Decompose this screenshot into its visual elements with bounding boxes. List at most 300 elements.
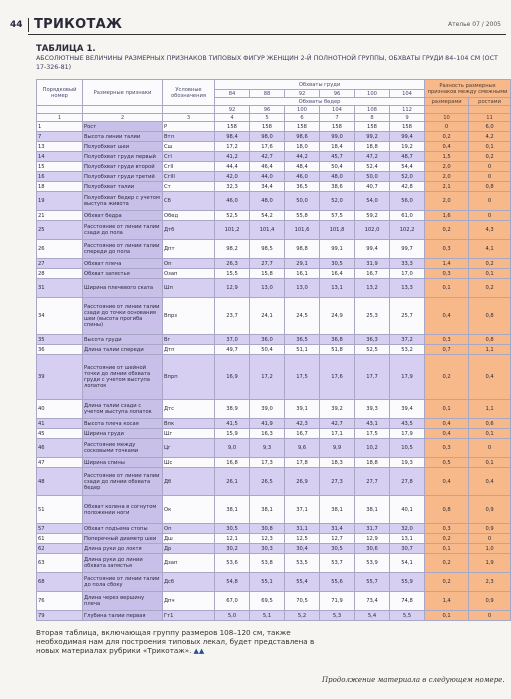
- row-size-diff: 0,2: [425, 132, 469, 142]
- row-value: 31,9: [355, 259, 390, 269]
- table-row: [37, 192, 511, 211]
- magazine-name: Ателье 07 / 2005: [447, 21, 501, 28]
- col-header-heights: ростами: [469, 98, 511, 106]
- row-size-diff: 0,2: [425, 554, 469, 573]
- row-value: 67,0: [215, 592, 250, 611]
- row-code: Дш: [163, 534, 215, 544]
- row-size-diff: 0,3: [425, 524, 469, 534]
- row-value: 101,4: [250, 221, 285, 240]
- row-size-diff: 2,0: [425, 162, 469, 172]
- row-value: 32,3: [215, 182, 250, 192]
- row-value: 54,4: [390, 162, 425, 172]
- row-value: 13,1: [320, 279, 355, 298]
- column-index: 1: [37, 114, 83, 122]
- chest-value: 92: [285, 90, 320, 98]
- row-value: 24,9: [320, 298, 355, 335]
- row-value: 44,0: [250, 172, 285, 182]
- row-number: 26: [37, 240, 83, 259]
- col-header-feature: Размерные признаки: [83, 80, 163, 106]
- row-value: 13,1: [390, 534, 425, 544]
- row-value: 98,6: [285, 132, 320, 142]
- row-value: 36,0: [250, 335, 285, 345]
- end-mark-icon: ▲▲: [193, 647, 205, 655]
- table-row: [37, 592, 511, 611]
- row-feature: Длина руки до линии обхвата запястья: [83, 554, 163, 573]
- row-value: 29,1: [285, 259, 320, 269]
- row-value: 9,6: [285, 439, 320, 458]
- row-code: Шп: [163, 279, 215, 298]
- row-value: 50,0: [285, 192, 320, 211]
- table-row: [37, 524, 511, 534]
- row-number: 1: [37, 122, 83, 132]
- row-value: 70,5: [285, 592, 320, 611]
- row-value: 39,0: [250, 400, 285, 419]
- row-feature: Рост: [83, 122, 163, 132]
- row-value: 53,2: [390, 345, 425, 355]
- row-value: 98,0: [250, 132, 285, 142]
- row-feature: Ширина груди: [83, 429, 163, 439]
- row-size-diff: 0,4: [425, 468, 469, 496]
- row-value: 9,0: [215, 439, 250, 458]
- row-feature: Длина через вершину плеча: [83, 592, 163, 611]
- row-size-diff: 0,3: [425, 240, 469, 259]
- row-code: СгIII: [163, 172, 215, 182]
- row-value: 98,2: [215, 240, 250, 259]
- row-value: 53,6: [215, 554, 250, 573]
- row-value: 36,5: [285, 182, 320, 192]
- row-height-diff: 0,6: [469, 419, 511, 429]
- row-code: СгI: [163, 152, 215, 162]
- row-value: 40,1: [390, 496, 425, 524]
- row-code: Гт1: [163, 611, 215, 621]
- row-number: 76: [37, 592, 83, 611]
- row-value: 158: [355, 122, 390, 132]
- row-value: 158: [390, 122, 425, 132]
- row-value: 99,0: [320, 132, 355, 142]
- hip-value: 92: [215, 106, 250, 114]
- row-value: 16,3: [250, 429, 285, 439]
- row-value: 43,5: [390, 419, 425, 429]
- col-header-difference: Разность размерных признаков между смежными: [425, 80, 511, 98]
- row-value: 33,3: [390, 259, 425, 269]
- row-value: 16,1: [285, 269, 320, 279]
- row-value: 56,0: [390, 192, 425, 211]
- row-value: 15,9: [215, 429, 250, 439]
- row-value: 17,9: [390, 355, 425, 400]
- row-value: 44,4: [215, 162, 250, 172]
- row-value: 16,8: [215, 458, 250, 468]
- row-value: 39,2: [320, 400, 355, 419]
- table-row: [37, 458, 511, 468]
- row-size-diff: 0,1: [425, 400, 469, 419]
- row-value: 39,4: [390, 400, 425, 419]
- header-divider: [28, 18, 29, 32]
- row-value: 30,8: [250, 524, 285, 534]
- row-value: 49,7: [215, 345, 250, 355]
- row-number: 25: [37, 221, 83, 240]
- column-index: 4: [215, 114, 250, 122]
- row-value: 31,4: [320, 524, 355, 534]
- hip-value: 108: [355, 106, 390, 114]
- row-feature: Расстояние от линии талии сзади до пола: [83, 221, 163, 240]
- page-header: [0, 0, 511, 34]
- row-value: 26,5: [250, 468, 285, 496]
- row-code: Дтб: [163, 221, 215, 240]
- row-value: 55,8: [285, 211, 320, 221]
- row-value: 12,7: [320, 534, 355, 544]
- row-value: 50,4: [250, 345, 285, 355]
- row-number: 18: [37, 182, 83, 192]
- row-value: 158: [320, 122, 355, 132]
- row-value: 16,4: [320, 269, 355, 279]
- row-number: 63: [37, 554, 83, 573]
- row-value: 57,5: [320, 211, 355, 221]
- row-value: 16,9: [215, 355, 250, 400]
- row-value: 38,1: [320, 496, 355, 524]
- row-feature: Обхват колена в согнутом положении ноги: [83, 496, 163, 524]
- row-feature: Высота груди: [83, 335, 163, 345]
- row-value: 45,7: [320, 152, 355, 162]
- row-value: 39,3: [355, 400, 390, 419]
- row-height-diff: 0,4: [469, 355, 511, 400]
- continuation-note: Продолжение материала в следующем номере.: [322, 676, 505, 684]
- header-rule: [28, 34, 506, 35]
- row-value: 36,5: [285, 335, 320, 345]
- row-value: 52,5: [355, 345, 390, 355]
- row-code: Впрз: [163, 298, 215, 335]
- row-code: Сш: [163, 142, 215, 152]
- table-row: [37, 298, 511, 335]
- chest-value: 96: [320, 90, 355, 98]
- row-value: 158: [215, 122, 250, 132]
- row-number: 15: [37, 162, 83, 172]
- row-code: Втл: [163, 132, 215, 142]
- table-row: [37, 221, 511, 240]
- row-value: 12,1: [215, 534, 250, 544]
- row-value: 17,6: [250, 142, 285, 152]
- hip-value: 96: [250, 106, 285, 114]
- row-value: 46,0: [215, 192, 250, 211]
- row-value: 18,0: [285, 142, 320, 152]
- row-size-diff: 0,2: [425, 534, 469, 544]
- table-row: [37, 152, 511, 162]
- col-header-sizes: размерами: [425, 98, 469, 106]
- row-size-diff: 1,5: [425, 152, 469, 162]
- row-height-diff: 4,2: [469, 132, 511, 142]
- row-value: 37,0: [215, 335, 250, 345]
- row-value: 55,6: [320, 573, 355, 592]
- row-height-diff: 0,1: [469, 269, 511, 279]
- table-row: [37, 259, 511, 269]
- row-value: 98,5: [250, 240, 285, 259]
- row-value: 30,5: [320, 259, 355, 269]
- row-value: 42,7: [320, 419, 355, 429]
- row-code: Дсб: [163, 573, 215, 592]
- row-height-diff: 0: [469, 162, 511, 172]
- row-value: 17,2: [250, 355, 285, 400]
- row-value: 102,2: [390, 221, 425, 240]
- hip-value: 100: [285, 106, 320, 114]
- row-height-diff: 0: [469, 439, 511, 458]
- row-value: 5,1: [250, 611, 285, 621]
- row-value: 51,1: [285, 345, 320, 355]
- hip-value: 112: [390, 106, 425, 114]
- row-value: 13,0: [285, 279, 320, 298]
- row-height-diff: 0: [469, 611, 511, 621]
- row-value: 17,5: [355, 429, 390, 439]
- row-number: 16: [37, 172, 83, 182]
- table-row: [37, 419, 511, 429]
- row-feature: Полуобхват груди третий: [83, 172, 163, 182]
- row-value: 39,1: [285, 400, 320, 419]
- row-number: 47: [37, 458, 83, 468]
- row-height-diff: 4,3: [469, 221, 511, 240]
- row-size-diff: 0,2: [425, 355, 469, 400]
- row-code: Дб: [163, 468, 215, 496]
- row-number: 79: [37, 611, 83, 621]
- column-index: 9: [390, 114, 425, 122]
- row-code: Ок: [163, 496, 215, 524]
- row-value: 61,0: [390, 211, 425, 221]
- row-height-diff: 1,9: [469, 554, 511, 573]
- row-height-diff: 0,1: [469, 429, 511, 439]
- row-size-diff: 0,4: [425, 298, 469, 335]
- chest-value: 104: [390, 90, 425, 98]
- col-header-code: Условные обозначения: [163, 80, 215, 106]
- row-value: 16,7: [355, 269, 390, 279]
- row-value: 18,4: [320, 142, 355, 152]
- row-value: 41,9: [250, 419, 285, 429]
- table-row: [37, 345, 511, 355]
- row-height-diff: 0,1: [469, 458, 511, 468]
- row-feature: Длина руки до локтя: [83, 544, 163, 554]
- column-index: 5: [250, 114, 285, 122]
- table-row: [37, 429, 511, 439]
- row-code: Вг: [163, 335, 215, 345]
- row-code: Впрп: [163, 355, 215, 400]
- row-value: 50,4: [320, 162, 355, 172]
- row-code: Озап: [163, 269, 215, 279]
- section-title: ТРИКОТАЖ: [34, 17, 123, 32]
- row-code: Впк: [163, 419, 215, 429]
- row-value: 52,0: [320, 192, 355, 211]
- row-value: 13,2: [355, 279, 390, 298]
- row-code: Цг: [163, 439, 215, 458]
- row-value: 74,8: [390, 592, 425, 611]
- row-feature: Ширина спины: [83, 458, 163, 468]
- row-value: 46,4: [250, 162, 285, 172]
- row-value: 48,7: [390, 152, 425, 162]
- row-size-diff: 0,1: [425, 611, 469, 621]
- row-value: 31,1: [285, 524, 320, 534]
- row-height-diff: 0,8: [469, 298, 511, 335]
- row-height-diff: 0,9: [469, 592, 511, 611]
- row-value: 26,1: [215, 468, 250, 496]
- row-value: 37,2: [390, 335, 425, 345]
- row-height-diff: 0,2: [469, 279, 511, 298]
- col-header-hip-girths: Обхваты бедер: [215, 98, 425, 106]
- row-value: 101,2: [215, 221, 250, 240]
- row-number: 48: [37, 468, 83, 496]
- table-row: [37, 240, 511, 259]
- row-size-diff: 0,3: [425, 439, 469, 458]
- row-value: 31,7: [355, 524, 390, 534]
- row-size-diff: 0,3: [425, 269, 469, 279]
- row-size-diff: 0,4: [425, 429, 469, 439]
- row-number: 39: [37, 355, 83, 400]
- row-feature: Высота линии талии: [83, 132, 163, 142]
- row-value: 38,1: [250, 496, 285, 524]
- row-value: 17,9: [390, 429, 425, 439]
- row-size-diff: 0: [425, 122, 469, 132]
- row-value: 69,5: [250, 592, 285, 611]
- row-value: 17,5: [285, 355, 320, 400]
- row-feature: Полуобхват груди первый: [83, 152, 163, 162]
- row-value: 17,1: [320, 429, 355, 439]
- row-value: 47,2: [355, 152, 390, 162]
- table-row: [37, 554, 511, 573]
- table-row: [37, 172, 511, 182]
- table-row: [37, 279, 511, 298]
- row-value: 12,5: [285, 534, 320, 544]
- row-value: 18,8: [355, 142, 390, 152]
- row-feature: Длина талии сзади с учетом выступа лопаток: [83, 400, 163, 419]
- row-size-diff: 0,5: [425, 458, 469, 468]
- table-body: [37, 122, 511, 621]
- empty-header-cell: [469, 106, 511, 114]
- row-code: Оп: [163, 524, 215, 534]
- row-value: 30,3: [250, 544, 285, 554]
- row-number: 13: [37, 142, 83, 152]
- row-value: 53,5: [285, 554, 320, 573]
- row-feature: Обхват бедра: [83, 211, 163, 221]
- empty-header-cell: [425, 106, 469, 114]
- row-number: 57: [37, 524, 83, 534]
- row-value: 43,1: [355, 419, 390, 429]
- row-feature: Длина талии спереди: [83, 345, 163, 355]
- row-value: 30,2: [215, 544, 250, 554]
- row-size-diff: 0,7: [425, 345, 469, 355]
- row-number: 46: [37, 439, 83, 458]
- row-feature: Глубина талии первая: [83, 611, 163, 621]
- row-value: 25,3: [355, 298, 390, 335]
- footnote: [36, 628, 336, 656]
- row-value: 17,7: [355, 355, 390, 400]
- table-row: [37, 269, 511, 279]
- column-index: 6: [285, 114, 320, 122]
- row-feature: Полуобхват груди второй: [83, 162, 163, 172]
- row-value: 99,1: [320, 240, 355, 259]
- row-value: 30,4: [285, 544, 320, 554]
- row-value: 27,7: [250, 259, 285, 269]
- row-value: 54,1: [390, 554, 425, 573]
- column-index: 3: [163, 114, 215, 122]
- row-value: 48,0: [320, 172, 355, 182]
- row-value: 30,5: [320, 544, 355, 554]
- row-value: 51,8: [320, 345, 355, 355]
- row-value: 27,7: [355, 468, 390, 496]
- table-row: [37, 573, 511, 592]
- row-value: 18,8: [355, 458, 390, 468]
- row-value: 55,7: [355, 573, 390, 592]
- row-value: 53,7: [320, 554, 355, 573]
- row-height-diff: 1,1: [469, 400, 511, 419]
- footnote-text: Вторая таблица, включающая группу размеров 108–120 см, также необходимая нам для построения типовых лекал, будет представлена в новых материалах рубрики «Трикотаж».: [36, 628, 315, 655]
- row-feature: Полуобхват шеи: [83, 142, 163, 152]
- row-value: 42,0: [215, 172, 250, 182]
- row-height-diff: 6,0: [469, 122, 511, 132]
- column-index: 8: [355, 114, 390, 122]
- row-value: 17,0: [390, 269, 425, 279]
- row-code: Дзап: [163, 554, 215, 573]
- row-feature: Полуобхват талии: [83, 182, 163, 192]
- row-value: 5,5: [390, 611, 425, 621]
- row-value: 38,9: [215, 400, 250, 419]
- row-code: Р: [163, 122, 215, 132]
- row-feature: Расстояние от линии талии спереди до пола: [83, 240, 163, 259]
- row-code: Оп: [163, 259, 215, 269]
- chest-value: 88: [250, 90, 285, 98]
- row-height-diff: 1,1: [469, 345, 511, 355]
- row-size-diff: 0,1: [425, 279, 469, 298]
- page-number: 44: [10, 20, 23, 30]
- table-caption: ТАБЛИЦА 1.: [36, 44, 96, 54]
- row-value: 15,5: [215, 269, 250, 279]
- column-index: 7: [320, 114, 355, 122]
- row-feature: Обхват подъема стопы: [83, 524, 163, 534]
- row-value: 98,4: [215, 132, 250, 142]
- row-value: 30,7: [390, 544, 425, 554]
- table-row: [37, 122, 511, 132]
- row-value: 53,8: [250, 554, 285, 573]
- row-value: 55,9: [390, 573, 425, 592]
- row-value: 101,6: [285, 221, 320, 240]
- row-value: 19,2: [390, 142, 425, 152]
- row-height-diff: 0: [469, 534, 511, 544]
- row-value: 27,3: [320, 468, 355, 496]
- row-height-diff: 0: [469, 211, 511, 221]
- column-index: 2: [83, 114, 163, 122]
- row-value: 52,4: [355, 162, 390, 172]
- row-number: 27: [37, 259, 83, 269]
- row-value: 44,2: [285, 152, 320, 162]
- row-size-diff: 0,2: [425, 221, 469, 240]
- row-value: 99,7: [390, 240, 425, 259]
- row-number: 34: [37, 298, 83, 335]
- row-value: 42,8: [390, 182, 425, 192]
- row-height-diff: 0,4: [469, 468, 511, 496]
- row-value: 32,0: [390, 524, 425, 534]
- column-index-row: [37, 114, 511, 122]
- table-row: [37, 162, 511, 172]
- row-value: 18,3: [320, 458, 355, 468]
- table-row: [37, 400, 511, 419]
- row-value: 5,4: [355, 611, 390, 621]
- row-value: 12,9: [215, 279, 250, 298]
- row-value: 19,3: [390, 458, 425, 468]
- row-height-diff: 0,9: [469, 524, 511, 534]
- row-value: 26,3: [215, 259, 250, 269]
- row-value: 9,3: [250, 439, 285, 458]
- row-value: 42,3: [285, 419, 320, 429]
- row-value: 17,3: [250, 458, 285, 468]
- row-value: 30,5: [215, 524, 250, 534]
- row-code: Ст: [163, 182, 215, 192]
- row-value: 52,5: [215, 211, 250, 221]
- table-subtitle: АБСОЛЮТНЫЕ ВЕЛИЧИНЫ РАЗМЕРНЫХ ПРИЗНАКОВ ТИПОВЫХ ФИГУР ЖЕНЩИН 2-Й ПОЛНОТНОЙ ГРУППЫ, ОБХВАТЫ ГРУДИ 84–104 СМ (ОСТ 17-326-81): [36, 55, 498, 71]
- row-value: 99,4: [355, 240, 390, 259]
- row-value: 38,1: [355, 496, 390, 524]
